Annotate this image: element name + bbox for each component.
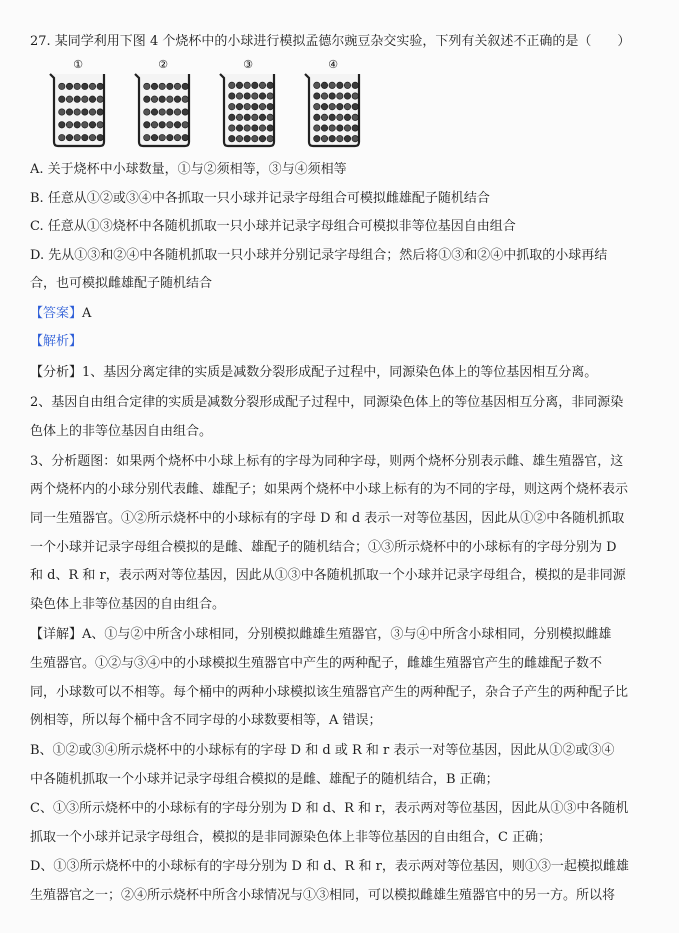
ball xyxy=(329,125,335,131)
analysis-line: 染色体上非等位基因的自由组合。 xyxy=(30,597,226,612)
ball xyxy=(97,134,103,140)
ball xyxy=(229,125,235,131)
ball xyxy=(321,125,327,131)
ball xyxy=(236,103,242,109)
ball xyxy=(144,96,150,102)
ball xyxy=(329,103,335,109)
ball xyxy=(352,135,358,141)
ball xyxy=(182,109,188,115)
ball xyxy=(167,109,173,115)
ball xyxy=(344,103,350,109)
ball xyxy=(97,96,103,102)
ball xyxy=(314,82,320,88)
ball xyxy=(97,122,103,128)
ball xyxy=(144,134,150,140)
ball xyxy=(236,82,242,88)
ball xyxy=(74,122,80,128)
ball xyxy=(229,82,235,88)
ball xyxy=(267,93,273,99)
ball xyxy=(267,82,273,88)
ball xyxy=(259,103,265,109)
ball xyxy=(97,83,103,89)
beaker-2 xyxy=(135,58,189,146)
ball xyxy=(167,83,173,89)
ball xyxy=(144,122,150,128)
ball xyxy=(229,135,235,141)
ball xyxy=(66,109,72,115)
beaker-label: ① xyxy=(73,58,83,71)
analysis-line: 和 d、R 和 r，表示两对等位基因，因此从①③中各随机抓取一个小球并记录字母组合，模拟的是非同源 xyxy=(30,568,626,583)
ball xyxy=(151,83,157,89)
ball xyxy=(236,125,242,131)
ball xyxy=(229,114,235,120)
ball xyxy=(244,114,250,120)
ball xyxy=(344,135,350,141)
beaker-label: ④ xyxy=(328,58,338,71)
ball xyxy=(89,96,95,102)
ball xyxy=(74,134,80,140)
ball xyxy=(82,122,88,128)
ball xyxy=(82,96,88,102)
ball xyxy=(337,114,343,120)
ball xyxy=(314,125,320,131)
analysis-line: 2、基因自由组合定律的实质是减数分裂形成配子过程中，同源染色体上的等位基因相互分离，非同源染 xyxy=(30,395,624,410)
ball xyxy=(167,122,173,128)
ball xyxy=(352,103,358,109)
ball xyxy=(74,109,80,115)
ball xyxy=(144,83,150,89)
ball xyxy=(89,122,95,128)
ball xyxy=(66,122,72,128)
ball xyxy=(352,93,358,99)
ball xyxy=(82,83,88,89)
ball xyxy=(337,125,343,131)
ball xyxy=(252,114,258,120)
analysis-line: 同一生殖器官。①②所示烧杯中的小球标有的字母 D 和 d 表示一对等位基因，因此从①②中各随机抓取 xyxy=(30,511,625,526)
option-c: C. 任意从①③烧杯中各随机抓取一只小球并记录字母组合可模拟非等位基因自由组合 xyxy=(30,219,516,234)
ball xyxy=(151,96,157,102)
ball xyxy=(352,82,358,88)
ball xyxy=(59,96,65,102)
ball xyxy=(329,135,335,141)
ball xyxy=(244,103,250,109)
ball xyxy=(314,114,320,120)
analysis-line: 抓取一个小球并记录字母组合，模拟的是非同源染色体上非等位基因的自由组合，C 正确； xyxy=(30,830,552,845)
ball xyxy=(352,125,358,131)
ball xyxy=(167,134,173,140)
beaker-figure xyxy=(40,58,370,150)
ball xyxy=(267,125,273,131)
ball xyxy=(252,135,258,141)
analysis-line: 生殖器官之一；②④所示烧杯中所含小球情况与①③相同，可以模拟雌雄生殖器官中的另一方。所以将 xyxy=(30,888,616,903)
ball xyxy=(74,83,80,89)
ball xyxy=(321,103,327,109)
ball xyxy=(259,93,265,99)
option-b: B. 任意从①②或③④中各抓取一只小球并记录字母组合可模拟雌雄配子随机结合 xyxy=(30,191,490,206)
ball xyxy=(244,135,250,141)
ball xyxy=(159,109,165,115)
beaker-1 xyxy=(50,58,104,146)
ball xyxy=(314,135,320,141)
analysis-line: 一个小球并记录字母组合模拟的是雌、雄配子的随机结合；①③所示烧杯中的小球标有的字母分别为 D xyxy=(30,540,617,555)
option-d: D. 先从①③和②④中各随机抓取一只小球并分别记录字母组合；然后将①③和②④中抓取的小球再结 xyxy=(30,248,608,263)
analysis-line: 中各随机抓取一个小球并记录字母组合模拟的是雌、雄配子的随机结合，B 正确； xyxy=(30,772,499,787)
ball xyxy=(59,83,65,89)
ball xyxy=(182,122,188,128)
ball xyxy=(59,109,65,115)
ball xyxy=(259,125,265,131)
ball xyxy=(182,134,188,140)
ball xyxy=(174,83,180,89)
ball xyxy=(259,135,265,141)
ball xyxy=(159,122,165,128)
ball xyxy=(344,82,350,88)
ball xyxy=(151,122,157,128)
ball xyxy=(314,93,320,99)
ball xyxy=(267,135,273,141)
ball xyxy=(252,125,258,131)
ball xyxy=(236,114,242,120)
ball xyxy=(321,93,327,99)
ball xyxy=(174,134,180,140)
ball xyxy=(337,93,343,99)
ball xyxy=(182,96,188,102)
ball xyxy=(167,96,173,102)
question-stem: 27. 某同学利用下图 4 个烧杯中的小球进行模拟孟德尔豌豆杂交实验，下列有关叙述不正确的是（ ） xyxy=(30,34,631,49)
ball xyxy=(344,125,350,131)
answer-line xyxy=(30,305,656,323)
option-d-cont: 合，也可模拟雌雄配子随机结合 xyxy=(30,276,213,291)
analysis-line: D、①③所示烧杯中的小球标有的字母分别为 D 和 d、R 和 r，表示两对等位基因，则①③一起模拟雌雄 xyxy=(30,859,629,874)
ball xyxy=(344,114,350,120)
ball xyxy=(352,114,358,120)
analysis-line: 生殖器官。①②与③④中的小球模拟生殖器官中产生的两种配子，雌雄生殖器官产生的雌雄配子数不 xyxy=(30,656,603,671)
option-a: A. 关于烧杯中小球数量，①与②须相等，③与④须相等 xyxy=(30,162,347,177)
beaker-label: ③ xyxy=(243,58,253,71)
analysis-tag: 【解析】 xyxy=(30,334,83,349)
ball xyxy=(151,109,157,115)
analysis-line: 【分析】1、基因分离定律的实质是减数分裂形成配子过程中，同源染色体上的等位基因相互分离。 xyxy=(30,365,598,380)
ball xyxy=(337,135,343,141)
ball xyxy=(329,114,335,120)
analysis-line: 两个烧杯内的小球分别代表雌、雄配子；如果两个烧杯中小球上标有的为不同的字母，则这两个烧杯表示 xyxy=(30,482,629,497)
ball xyxy=(267,103,273,109)
analysis-line: C、①③所示烧杯中的小球标有的字母分别为 D 和 d、R 和 r，表示两对等位基因，因此从①③中各随机 xyxy=(30,801,629,816)
ball xyxy=(321,82,327,88)
ball xyxy=(267,114,273,120)
ball xyxy=(314,103,320,109)
ball xyxy=(321,114,327,120)
ball xyxy=(329,82,335,88)
ball xyxy=(337,82,343,88)
ball xyxy=(344,93,350,99)
ball xyxy=(259,82,265,88)
ball xyxy=(82,109,88,115)
ball xyxy=(159,96,165,102)
ball xyxy=(59,122,65,128)
answer-value: A xyxy=(82,306,92,321)
ball xyxy=(159,134,165,140)
ball xyxy=(144,109,150,115)
ball xyxy=(74,96,80,102)
ball xyxy=(229,103,235,109)
ball xyxy=(97,109,103,115)
ball xyxy=(66,83,72,89)
ball xyxy=(244,82,250,88)
ball xyxy=(174,109,180,115)
ball xyxy=(252,103,258,109)
ball xyxy=(321,135,327,141)
ball xyxy=(252,82,258,88)
ball xyxy=(174,122,180,128)
ball xyxy=(89,134,95,140)
ball xyxy=(236,93,242,99)
beaker-4 xyxy=(305,58,359,146)
answer-tag: 【答案】 xyxy=(30,306,83,321)
ball xyxy=(174,96,180,102)
ball xyxy=(252,93,258,99)
ball xyxy=(244,93,250,99)
ball xyxy=(236,135,242,141)
beaker-3 xyxy=(220,58,274,146)
ball xyxy=(337,103,343,109)
ball xyxy=(229,93,235,99)
ball xyxy=(259,114,265,120)
analysis-line: B、①②或③④所示烧杯中的小球标有的字母 D 和 d 或 R 和 r 表示一对等位基因，因此从①②或③④ xyxy=(30,743,615,758)
ball xyxy=(66,134,72,140)
analysis-line: 3、分析题图：如果两个烧杯中小球上标有的字母为同种字母，则两个烧杯分别表示雌、雄生殖器官，这 xyxy=(30,454,624,469)
ball xyxy=(89,83,95,89)
ball xyxy=(89,109,95,115)
ball xyxy=(182,83,188,89)
ball xyxy=(329,93,335,99)
analysis-line: 【详解】A、①与②中所含小球相同，分别模拟雌雄生殖器官，③与④中所含小球相同，分别模拟雌雄 xyxy=(30,627,612,642)
ball xyxy=(244,125,250,131)
ball xyxy=(59,134,65,140)
ball xyxy=(66,96,72,102)
beaker-label: ② xyxy=(158,58,168,71)
ball xyxy=(151,134,157,140)
ball xyxy=(82,134,88,140)
analysis-line: 例相等，所以每个桶中含不同字母的小球数要相等，A 错误； xyxy=(30,713,382,728)
analysis-line: 同，小球数可以不相等。每个桶中的两种小球模拟该生殖器官产生的两种配子，杂合子产生的两种配子比 xyxy=(30,685,629,700)
analysis-line: 色体上的非等位基因自由组合。 xyxy=(30,424,213,439)
ball xyxy=(159,83,165,89)
